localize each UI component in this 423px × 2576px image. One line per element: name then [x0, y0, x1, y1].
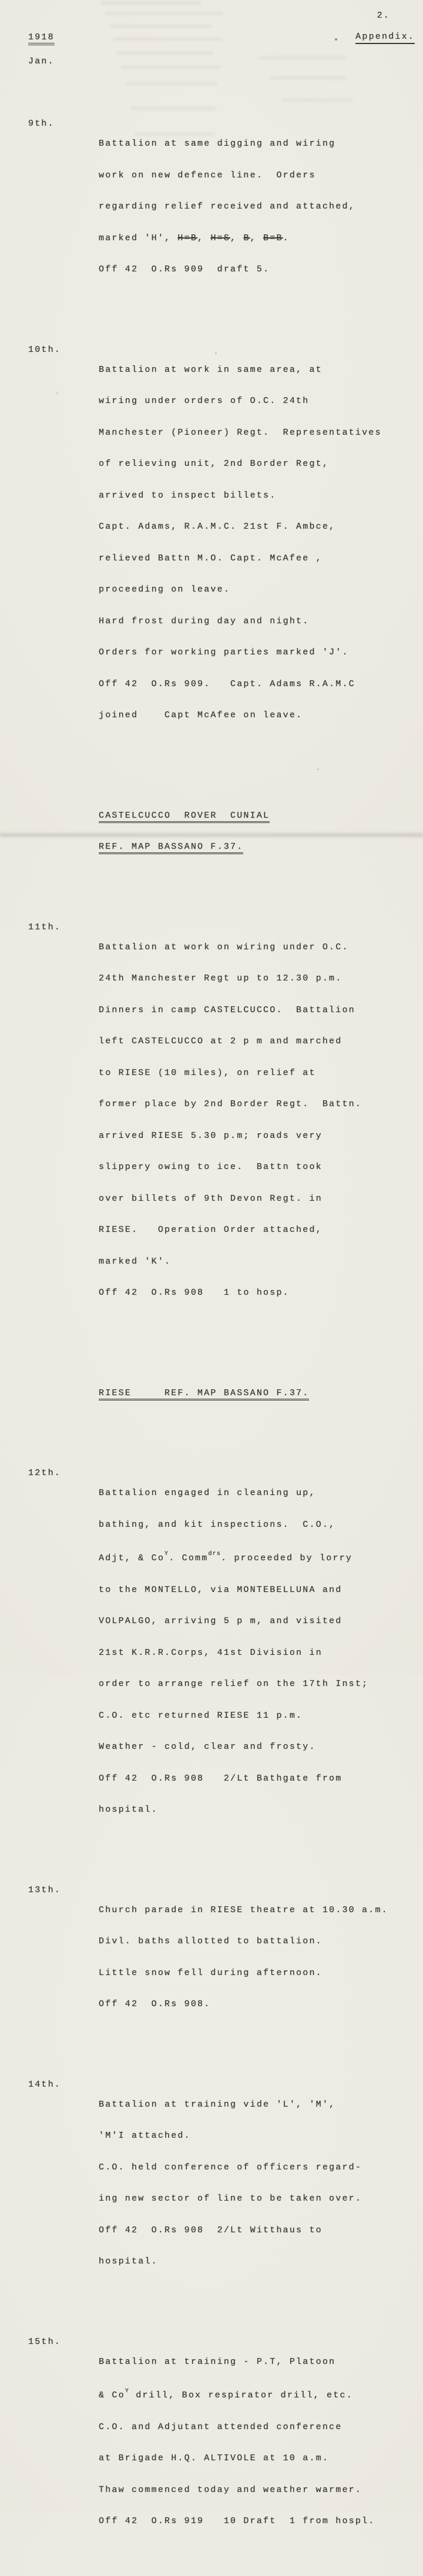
diary-line: Battalion engaged in cleaning up, — [99, 1488, 316, 1498]
diary-entry-13th — [28, 1885, 421, 2030]
entry-date: 11th. — [28, 922, 62, 932]
struck-code: B — [243, 233, 250, 243]
entry-text — [99, 1885, 421, 2030]
section-header-line: REF. MAP BASSANO F.37. — [99, 841, 421, 853]
diary-line: marked 'K'. — [99, 1256, 172, 1267]
diary-line: work on new defence line. Orders — [99, 170, 316, 180]
diary-line: Off 42 O.Rs 919 10 Draft 1 from hospl. — [99, 2516, 375, 2526]
page-number: 2. — [377, 11, 390, 21]
diary-line: Battalion at same digging and wiring — [99, 139, 336, 149]
diary-line-superscripts: Adjt, & $Co^Y$. Comm$^{drs}$. proceeded by lorry — [99, 1551, 353, 1563]
diary-line: arrived to inspect billets. — [99, 490, 277, 501]
diary-line: Capt. Adams, R.A.M.C. 21st F. Ambce, — [99, 522, 336, 532]
diary-line: ing new sector of line to be taken over. — [99, 2194, 362, 2204]
entry-date: 15th. — [28, 2336, 62, 2347]
diary-line-struck-codes: marked 'H', H=B, H=S, B, B=B. — [99, 233, 290, 243]
entry-date: 12th. — [28, 1468, 62, 1478]
diary-line-superscripts: & $Co^Y$ drill, Box respirator drill, etc. — [99, 2388, 353, 2400]
diary-line: relieved Battn M.O. Capt. McAfee , — [99, 553, 323, 563]
diary-line: hospital. — [99, 1805, 158, 1815]
diary-line: C.O. etc returned RIESE 11 p.m. — [99, 1710, 303, 1721]
diary-line: VOLPALGO, arriving 5 p m, and visited — [99, 1616, 343, 1626]
diary-line: 24th Manchester Regt up to 12.30 p.m. — [99, 973, 343, 983]
entry-text — [99, 2079, 421, 2288]
struck-code: H=B — [177, 233, 198, 243]
appendix-label: Appendix. — [355, 32, 415, 44]
diary-line: Dinners in camp CASTELCUCCO. Battalion — [99, 1005, 355, 1015]
diary-entry-14th — [28, 2079, 421, 2288]
year-heading: 1918 — [28, 32, 55, 45]
entry-date: 10th. — [28, 344, 62, 355]
diary-line: left CASTELCUCCO at 2 p m and marched — [99, 1036, 343, 1046]
diary-line: Off 42 O.Rs 908 2/Lt Bathgate from — [99, 1773, 343, 1784]
entry-date: 9th. — [28, 119, 55, 129]
diary-line: to RIESE (10 miles), on relief at — [99, 1067, 316, 1078]
section-header-castelcucco — [28, 790, 421, 873]
struck-code: H=S — [210, 233, 231, 243]
diary-line: regarding relief received and attached, — [99, 201, 355, 211]
entry-text — [99, 118, 421, 295]
diary-line: Off 42 O.Rs 909. Capt. Adams R.A.M.C — [99, 679, 355, 689]
diary-line: Off 42 O.Rs 908. — [99, 1999, 211, 2009]
section-header-line: CASTELCUCCO ROVER CUNIAL — [99, 810, 421, 822]
diary-line: at Brigade H.Q. ALTIVOLE at 10 a.m. — [99, 2453, 330, 2463]
entry-date: 13th. — [28, 1885, 62, 1895]
diary-line: Weather - cold, clear and frosty. — [99, 1742, 316, 1752]
struck-code: B=B — [263, 233, 283, 243]
diary-line: 21st K.R.R.Corps, 41st Division in — [99, 1647, 323, 1658]
diary-body — [28, 78, 421, 2576]
diary-entry-9th — [28, 118, 421, 295]
diary-line: Battalion at training vide 'L', 'M', — [99, 2099, 336, 2110]
diary-line: Little snow fell during afternoon. — [99, 1967, 323, 1978]
diary-line: C.O. and Adjutant attended conference — [99, 2421, 343, 2432]
diary-line: wiring under orders of O.C. 24th — [99, 396, 310, 406]
diary-line: to the MONTELLO, via MONTEBELLUNA and — [99, 1584, 343, 1595]
diary-line: Divl. baths allotted to battalion. — [99, 1936, 323, 1946]
diary-line: Battalion at work in same area, at — [99, 364, 323, 375]
diary-line: bathing, and kit inspections. C.O., — [99, 1519, 336, 1530]
diary-entry-12th — [28, 1467, 421, 1836]
diary-line: Manchester (Pioneer) Regt. Representatives — [99, 427, 382, 438]
diary-entry-10th — [28, 344, 421, 741]
diary-line: Off 42 O.Rs 909 draft 5. — [99, 264, 270, 274]
diary-line: 'M'I attached. — [99, 2131, 191, 2141]
entry-text — [99, 2336, 421, 2547]
section-header-riese — [28, 1368, 421, 1419]
diary-line: of relieving unit, 2nd Border Regt, — [99, 459, 330, 469]
diary-entry-15th — [28, 2336, 421, 2547]
diary-line: Church parade in RIESE theatre at 10.30 a.m. — [99, 1905, 388, 1915]
entry-text — [99, 344, 421, 741]
diary-line: former place by 2nd Border Regt. Battn. — [99, 1099, 362, 1109]
diary-line: arrived RIESE 5.30 p.m; roads very — [99, 1130, 323, 1141]
diary-line: Off 42 O.Rs 908 1 to hosp. — [99, 1288, 290, 1298]
diary-line: over billets of 9th Devon Regt. in — [99, 1193, 323, 1204]
diary-line: proceeding on leave. — [99, 585, 231, 595]
diary-line: slippery owing to ice. Battn took — [99, 1162, 323, 1172]
diary-line: hospital. — [99, 2256, 158, 2266]
section-header-line: RIESE REF. MAP BASSANO F.37. — [99, 1388, 421, 1399]
entry-text — [99, 922, 421, 1319]
diary-line: RIESE. Operation Order attached, — [99, 1225, 323, 1235]
diary-line: Orders for working parties marked 'J'. — [99, 647, 349, 657]
diary-line: order to arrange relief on the 17th Inst; — [99, 1679, 369, 1689]
diary-line: Hard frost during day and night. — [99, 616, 310, 626]
month-heading: Jan. — [28, 56, 55, 66]
entry-text — [99, 1467, 421, 1836]
entry-date: 14th. — [28, 2079, 62, 2090]
diary-line: joined Capt McAfee on leave. — [99, 710, 303, 720]
diary-line: Battalion at work on wiring under O.C. — [99, 942, 349, 952]
diary-line: Off 42 O.Rs 908 2/Lt Witthaus to — [99, 2225, 323, 2235]
diary-line: Thaw commenced today and weather warmer. — [99, 2484, 362, 2495]
diary-entry-11th — [28, 922, 421, 1319]
diary-line: C.O. held conference of officers regard- — [99, 2162, 362, 2172]
diary-line: Battalion at training - P.T, Platoon — [99, 2356, 336, 2367]
